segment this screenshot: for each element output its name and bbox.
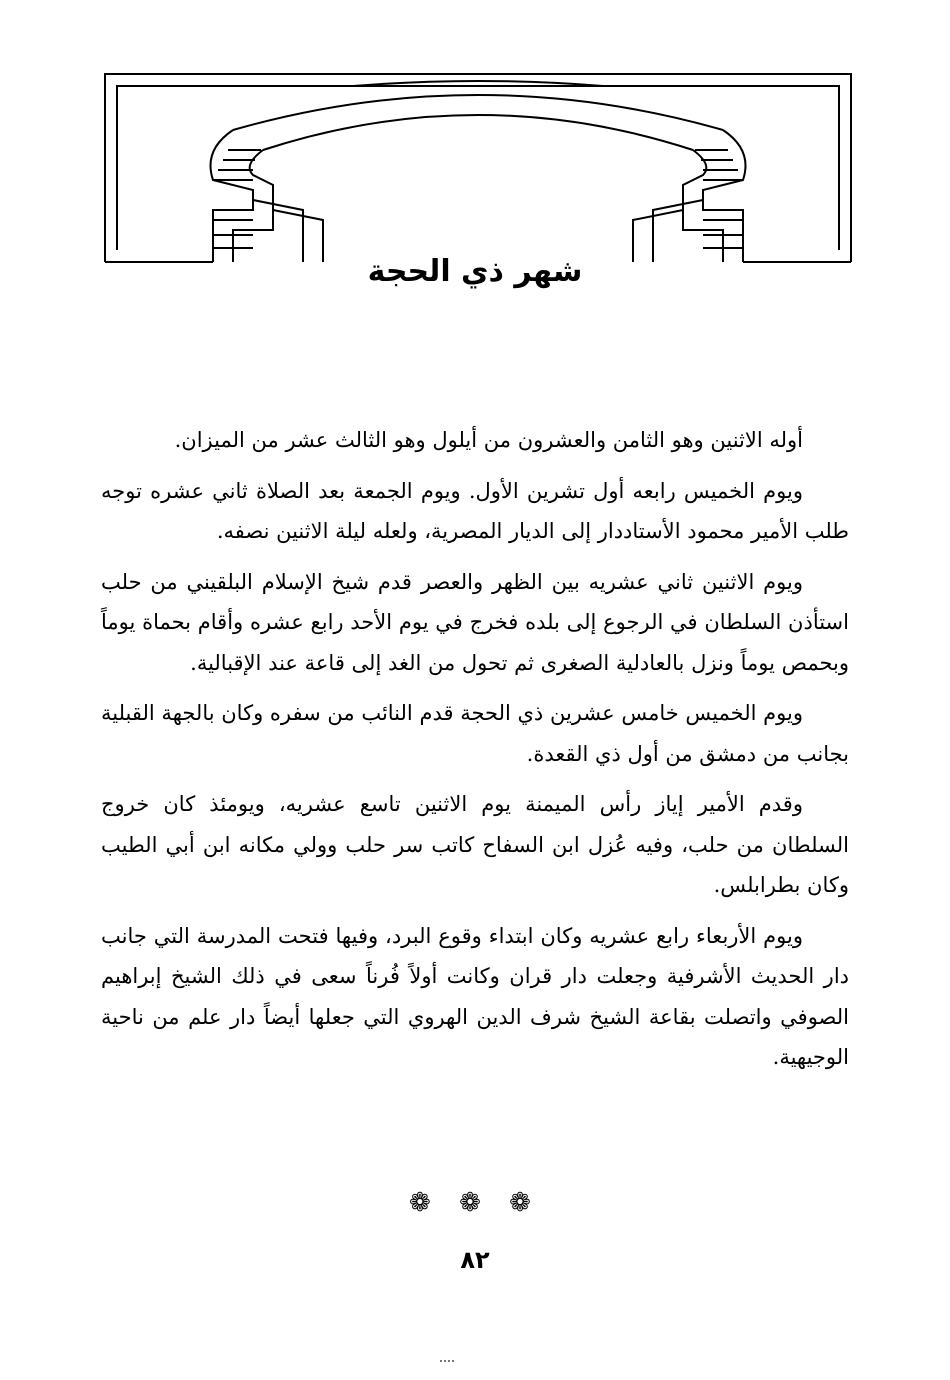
section-separator-ornament: ❁ ❁ ❁ (409, 1188, 541, 1218)
paragraph: ويوم الخميس رابعه أول تشرين الأول. ويوم الجمعة بعد الصلاة ثاني عشره توجه طلب الأمير محمود الأستاددار إلى الديار المصرية، ولعله ليلة الاثنين نصفه. (101, 478, 849, 543)
chapter-title: شهر ذي الحجة (367, 254, 583, 289)
page-number: ٨٢ (460, 1246, 490, 1274)
paragraph: ويوم الاثنين ثاني عشريه بين الظهر والعصر قدم شيخ الإسلام البلقيني من حلب استأذن السلطان في الرجوع إلى بلده فخرج في يوم الأحد رابع عشره وأقام بحماة يوماً وبحمص يوماً ونزل بالعادلية الصغرى ثم تحول من الغد إلى قاعة عند الإقبالية. (101, 569, 849, 675)
paragraph: أوله الاثنين وهو الثامن والعشرون من أيلول وهو الثالث عشر من الميزان. (174, 428, 803, 452)
footer-divider (440, 1360, 454, 1364)
paragraph: ويوم الأربعاء رابع عشريه وكان ابتداء وقوع البرد، وفيها فتحت المدرسة التي جانب دار الحديث الأشرفية وجعلت دار قران وكانت أولاً فُرناً سعى في ذلك الشيخ إبراهيم الصوفي واتصلت بقاعة الشيخ شرف الدين الهروي التي جعلها أيضاً دار علم من ناحية الوجيهية. (101, 923, 849, 1069)
body-text (101, 420, 849, 1088)
arch-frame-ornament-icon (103, 70, 853, 270)
paragraph: ويوم الخميس خامس عشرين ذي الحجة قدم النائب من سفره وكان بالجهة القبلية بجانب من دمشق من أول ذي القعدة. (101, 701, 849, 766)
paragraph: وقدم الأمير إياز رأس الميمنة يوم الاثنين تاسع عشريه، ويومئذ كان خروج السلطان من حلب، وفيه عُزل ابن السفاح كاتب سر حلب وولي مكانه ابن أبي الطيب وكان بطرابلس. (101, 792, 849, 897)
